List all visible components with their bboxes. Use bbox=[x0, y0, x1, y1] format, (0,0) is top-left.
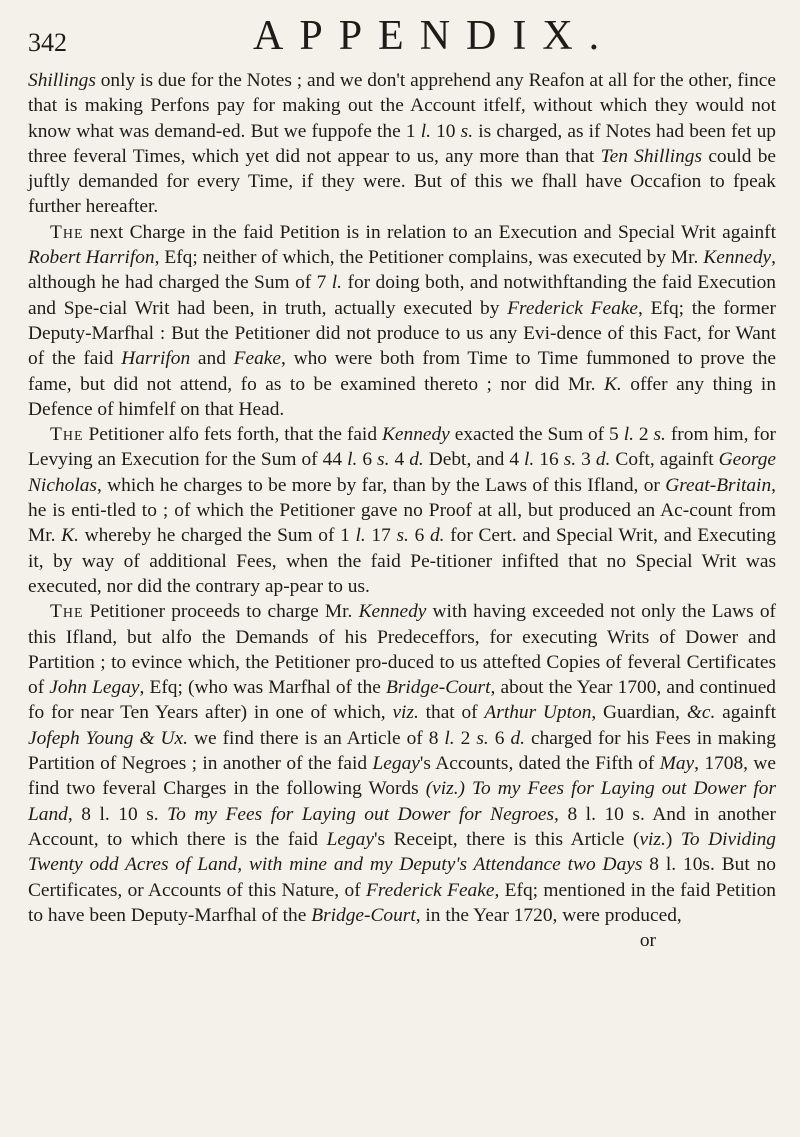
paragraph bbox=[28, 599, 776, 928]
running-head: APPENDIX. bbox=[253, 13, 616, 59]
paragraph-body: Petitioner proceeds to charge Mr. Kennedy with having exceeded not only the Laws of this Ifland, but alfo the Demands of his Predeceffors, for executing Writs of Dower and Partition ; to evince which, the Petitioner pro-duced to us attefted Copies of feveral Certificates of John Legay, Efq; (who was Marfhal of the Bridge-Court, about the Year 1700, and continued fo for near Ten Years after) in one of which, viz. that of Arthur Upton, Guardian, &c. againft Jofeph Young & Ux. we find there is an Article of 8 l. 2 s. 6 d. charged for his Fees in making Partition of Negroes ; in another of the faid Legay's Accounts, dated the Fifth of May, 1708, we find two feveral Charges in the following Words (viz.) To my Fees for Laying out Dower for Land, 8 l. 10 s. To my Fees for Laying out Dower for Negroes, 8 l. 10 s. And in another Account, to which there is the faid Legay's Receipt, there is this Article (viz.) To Dividing Twenty odd Acres of Land, with mine and my Deputy's Attendance two Days 8 l. 10s. But no Certificates, or Accounts of this Nature, of Frederick Feake, Efq; mentioned in the faid Petition to have been Deputy-Marfhal of the Bridge-Court, in the Year 1720, were produced, bbox=[28, 601, 777, 926]
paragraph-body: Petitioner alfo fets forth, that the faid Kennedy exacted the Sum of 5 l. 2 s. from him, for Levying an Execution for the Sum of 44 l. 6 s. 4 d. Debt, and 4 l. 16 s. 3 d. Coft, againft George Nicholas, which he charges to be more by far, than by the Laws of this Ifland, or Great-Britain, he is enti-tled to ; of which the Petitioner gave no Proof at all, but produced an Ac-count from Mr. K. whereby he charged the Sum of 1 l. 17 s. 6 d. for Cert. and Special Writ, and Executing it, by way of additional Fees, when the faid Pe-titioner infifted that no Special Writ was executed, nor did the contrary ap-pear to us. bbox=[28, 424, 777, 597]
paragraph-lead: The bbox=[50, 424, 84, 446]
body-text bbox=[28, 68, 776, 953]
paragraph-body: next Charge in the faid Petition is in relation to an Execution and Special Writ againft Robert Harrifon, Efq; neither of which, the Petitioner complains, was executed by Mr. Kennedy, although he had charged the Sum of 7 l. for doing both, and notwithftanding the faid Execution and Spe-cial Writ had been, in truth, actually executed by Frederick Feake, Efq; the former Deputy-Marfhal : But the Petitioner did not produce to us any Evi-dence of this Fact, for Want of the faid Harrifon and Feake, who were both from Time to Time fummoned to prove the fame, but did not attend, fo as to be examined thereto ; nor did Mr. K. offer any thing in Defence of himfelf on that Head. bbox=[28, 221, 777, 420]
paragraph bbox=[28, 422, 776, 599]
catchword: or bbox=[639, 930, 656, 952]
paragraph: Shillings only is due for the Notes ; and we don't apprehend any Reafon at all for the other, fince that is making Perfons pay for making out the Account itfelf, without which they would not know what was demand-ed. But we fuppofe the 1 l. 10 s. is charged, as if Notes had been fet up three feveral Times, which yet did not appear to us, any more than that Ten Shillings could be juftly demanded for every Time, if they were. But of this we fhall have Occafion to fpeak further hereafter. bbox=[28, 70, 776, 218]
paragraph-lead: The bbox=[50, 601, 84, 623]
page-number: 342 bbox=[28, 28, 67, 57]
paragraph bbox=[28, 220, 776, 422]
paragraph-lead: The bbox=[50, 221, 84, 243]
page-header bbox=[0, 8, 800, 58]
